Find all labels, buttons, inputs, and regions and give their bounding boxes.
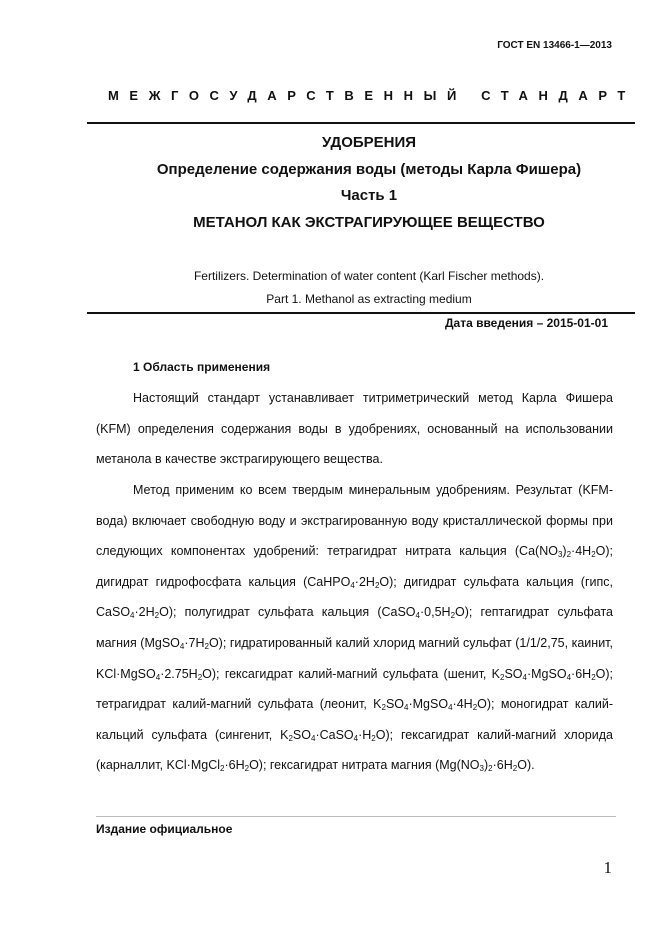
document-code: ГОСТ EN 13466-1—2013 [497, 40, 612, 51]
bottom-rule [96, 816, 616, 817]
title-line-3: Часть 1 [340, 187, 398, 204]
page-number: 1 [603, 858, 612, 877]
paragraph-2: Метод применим ко всем твердым минеральным удобрениям. Результат (KFM-вода) включает свободную воду и экстрагированную воду кристаллической формы при следующих компонентах удобрений: тетрагидрат нитрата кальция $(Ca(NO_3)_2\cdot 4H_2O)$; дигидрат гидрофосфата кальция $(CaHPO_4\cdot 2H_2O)$; дигидрат сульфата кальция (гипс, $CaSO_4\cdot 2H_2O$); полугидрат сульфата кальция $(CaSO_4\cdot 0,5H_2O)$; гептагидрат сульфата магния $(MgSO_4\cdot 7H_2O)$; гидратированный калий хлорид магний сульфат (1/1/2,75, каинит, $KCl\cdot MgSO_4\cdot 2.75H_2O$); гексагидрат калий-магний сульфата (шенит, $K_2SO_4\cdot MgSO_4\cdot 6H_2O$); тетрагидрат калий-магний сульфата (леонит, $K_2SO_4\cdot MgSO_4\cdot 4H_2O$); моногидрат калий-кальций сульфата (сингенит, $K_2SO_4\cdot CaSO_4\cdot H_2O$); гексагидрат калий-магний хлорида (карналлит, $KCl\cdot MgCl_2\cdot 6H_2O$); гексагидрат нитрата магния $(Mg(NO_3)_2\cdot 6H_2O)$. [96, 483, 614, 774]
introduction-date: Дата введения – 2015-01-01 [444, 316, 608, 330]
title-line-1: УДОБРЕНИЯ [321, 134, 417, 151]
section-heading: 1 Область применения [133, 360, 271, 374]
title-line-2: Определение содержания воды (методы Карла Фишера) [156, 161, 582, 178]
official-edition-label: Издание официальное [96, 822, 233, 836]
title-line-4: МЕТАНОЛ КАК ЭКСТРАГИРУЮЩЕЕ ВЕЩЕСТВО [193, 214, 545, 231]
middle-rule [87, 312, 635, 314]
english-title-line-1: Fertilizers. Determination of water content (Karl Fischer methods). [193, 269, 545, 283]
paragraph-1: Настоящий стандарт устанавливает титриметрический метод Карла Фишера (KFM) определения содержания воды в удобрениях, основанный на использовании метанола в качестве экстрагирующего вещества. [96, 391, 613, 467]
english-title-line-2: Part 1. Methanol as extracting medium [266, 292, 472, 306]
top-rule [87, 122, 635, 124]
interstate-standard-label: МЕЖГОСУДАРСТВЕННЫЙ СТАНДАРТ [108, 88, 636, 103]
